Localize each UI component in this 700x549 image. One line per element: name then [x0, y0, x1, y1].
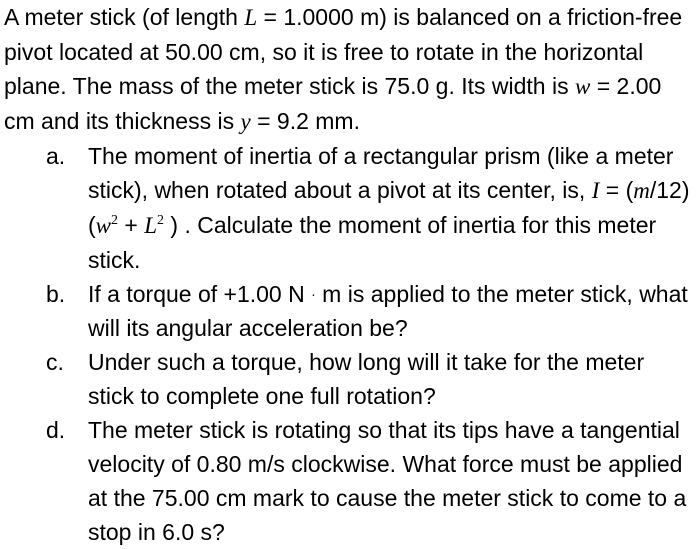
question-b-text-2: m is applied to the meter stick, what will its angular acceleration be? — [88, 281, 688, 341]
formula-var-w: w — [95, 213, 112, 238]
intro-text-2: = 1.0000 m) is balanced on a friction-free pivot located at 50.00 cm, so it is free to rotate in the horizontal plane. The mass of the meter stick is 75.0 g. Its width is — [4, 4, 683, 99]
formula-equals: = ( — [599, 177, 634, 203]
question-b-marker: b. — [46, 281, 66, 307]
multiplication-dot: · — [311, 286, 316, 302]
var-mass: m — [633, 178, 650, 203]
question-list — [4, 139, 696, 549]
var-width: w — [575, 74, 591, 99]
intro-text-3: = 2.00 cm and its thickness is — [4, 73, 662, 134]
intro-text-1: A meter stick (of length — [4, 4, 245, 30]
question-b-text-1: If a torque of +1.00 N — [88, 281, 312, 307]
question-a-marker: a. — [46, 143, 66, 169]
var-inertia: I — [591, 178, 600, 203]
question-a-text-1: The moment of inertia of a rectangular prism (like a meter stick), when rotated about a pivot at its center, is, — [88, 143, 674, 203]
formula-div12: /12)( — [88, 177, 690, 238]
formula-exp-w: 2 — [111, 213, 119, 228]
question-a-text-2: ) . Calculate the moment of inertia for this meter stick. — [88, 212, 657, 273]
formula-exp-L: 2 — [157, 213, 165, 228]
var-length: L — [244, 5, 258, 30]
question-b — [4, 277, 696, 345]
question-c-marker: c. — [46, 349, 64, 375]
formula-var-L: L — [144, 213, 158, 238]
var-thickness: y — [240, 109, 251, 134]
question-d — [4, 413, 696, 549]
question-d-marker: d. — [46, 417, 66, 443]
formula-plus: + — [118, 212, 145, 238]
question-d-text: The meter stick is rotating so that its tips have a tangential velocity of 0.80 m/s clockwise. What force must be applied at the 75.00 cm mark to cause the meter stick to come to a stop in 6.0 s? — [88, 417, 687, 545]
question-a — [4, 139, 696, 277]
intro-text-4: = 9.2 mm. — [250, 108, 360, 134]
problem-intro — [4, 0, 696, 139]
question-c-text: Under such a torque, how long will it take for the meter stick to complete one full rotation? — [88, 349, 645, 409]
problem-document — [4, 0, 696, 549]
question-c — [4, 345, 696, 413]
